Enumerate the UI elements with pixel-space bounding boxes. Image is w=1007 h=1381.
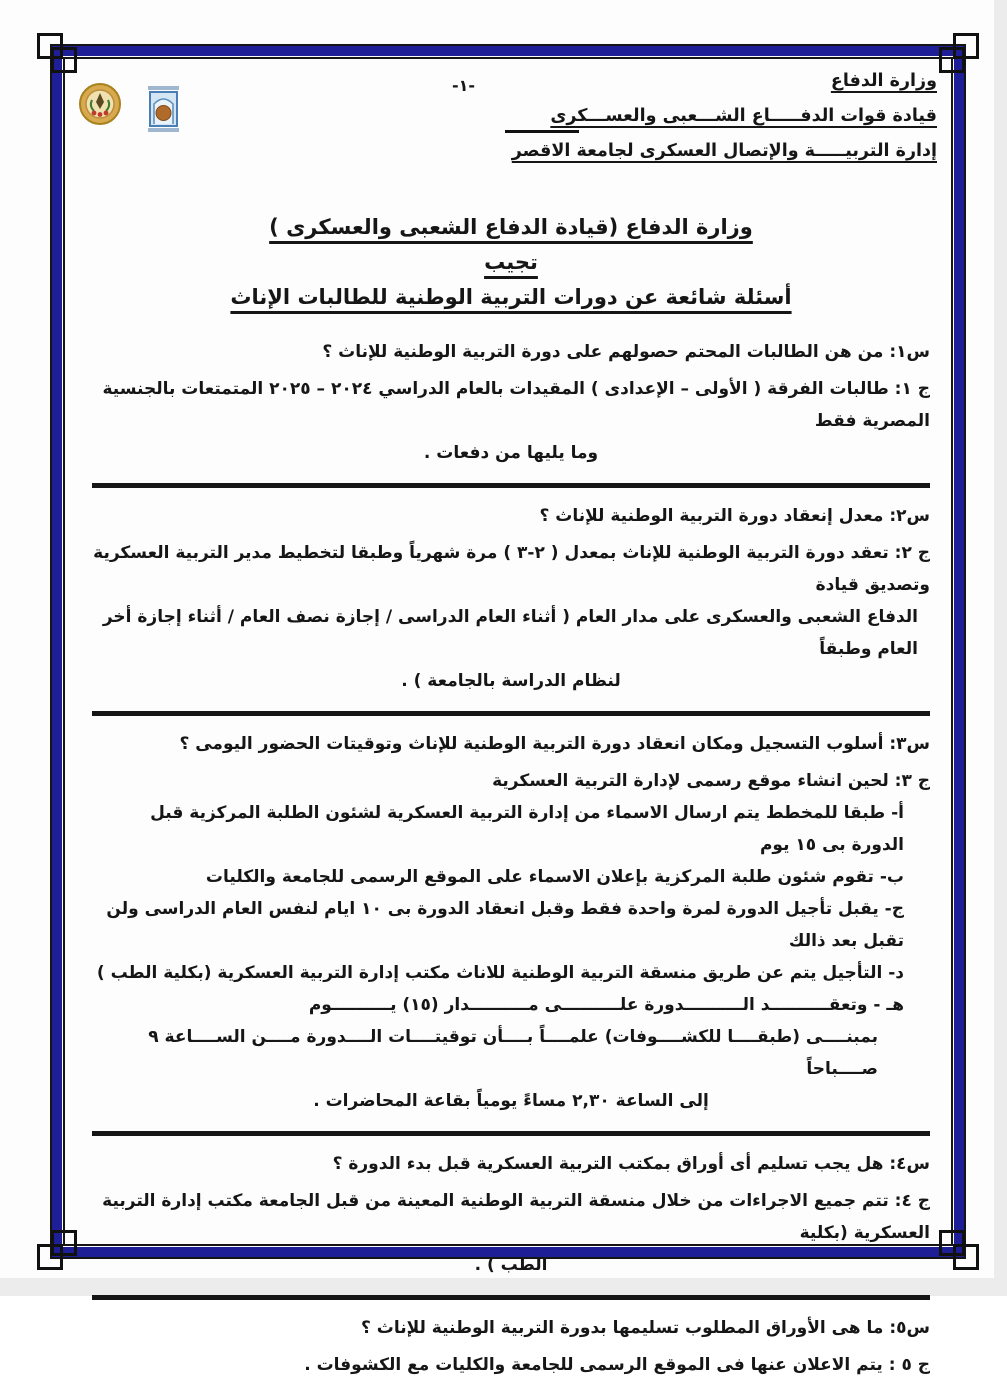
- answer-3-intro: ج ٣: لحين انشاء موقع رسمى لإدارة التربية العسكرية: [492, 771, 930, 791]
- page-number: -١-: [452, 76, 476, 95]
- answer-3-item-e-end: إلى الساعة ٢,٣٠ مساءً يومياً بقاعة المحاضرات .: [313, 1091, 709, 1111]
- title-line-3: أسئلة شائعة عن دورات التربية الوطنية للطالبات الإناث: [230, 285, 792, 309]
- question-4: س٤: هل يجب تسليم أى أوراق بمكتب التربية العسكرية قبل بدء الدورة ؟: [332, 1154, 930, 1174]
- qa-section-5: [92, 1312, 930, 1381]
- question-2: س٢: معدل إنعقاد دورة التربية الوطنية للإناث ؟: [539, 506, 930, 526]
- section-divider-3: [92, 1131, 930, 1136]
- corner-ornament-top-right-inner: [939, 47, 965, 73]
- qa-section-4: [92, 1148, 930, 1281]
- answer-3-item-e: هـ - وتعقــــــــــد الــــــــــدورة علــــــــــى مــــــــــدار (١٥) يــــــــــوم: [308, 995, 904, 1015]
- corner-ornament-top-left-inner: [51, 47, 77, 73]
- title-line-1: وزارة الدفاع (قيادة الدفاع الشعبى والعسكرى ): [269, 215, 753, 239]
- answer-2-line-3: لنظام الدراسة بالجامعة ) .: [401, 671, 621, 691]
- document-title: [92, 210, 930, 315]
- answer-3-item-e-cont: بمبنــــى (طبقــــا للكشــــوفات) علمــــاً بــــأن توقيتــــات الــــدورة مــــن الســــاعة ٩ صــــباحاً: [148, 1027, 878, 1079]
- qa-section-3: [92, 728, 930, 1117]
- answer-5-line-1: ج ٥ : يتم الاعلان عنها فى الموقع الرسمى للجامعة والكليات مع الكشوفات .: [304, 1355, 930, 1375]
- qa-content: [92, 336, 930, 1381]
- section-divider-4: [92, 1295, 930, 1300]
- letterhead-department: إدارة التربيـــــة والإتصال العسكرى لجامعة الاقصر: [511, 141, 937, 161]
- section-divider-2: [92, 711, 930, 716]
- letterhead: [512, 64, 937, 169]
- answer-4-line-1: ج ٤: تتم جميع الاجراءات من خلال منسقة التربية الوطنية المعينة من قبل الجامعة مكتب إدارة التربية العسكرية (بكلية: [102, 1191, 930, 1243]
- answer-1-line-1: ج ١: طالبات الفرقة ( الأولى – الإعدادى ) المقيدات بالعام الدراسي ٢٠٢٤ – ٢٠٢٥ المتمتعات بالجنسية المصرية فقط: [102, 379, 930, 431]
- title-line-2: تجيب: [484, 250, 538, 274]
- section-divider-1: [92, 483, 930, 488]
- answer-2-line-1: ج ٢: تعقد دورة التربية الوطنية للإناث بمعدل ( ٢-٣ ) مرة شهرياً وطبقا لتخطيط مدير التربية العسكرية وتصديق قيادة: [93, 543, 930, 595]
- letterhead-separator-line: [505, 130, 579, 133]
- question-5: س٥: ما هى الأوراق المطلوب تسليمها بدورة التربية الوطنية للإناث ؟: [360, 1318, 930, 1338]
- military-emblem-icon: [78, 82, 122, 126]
- answer-2-line-2: الدفاع الشعبى والعسكرى على مدار العام ( أثناء العام الدراسى / إجازة نصف العام / أثناء إجازة أخر العام وطبقاً: [102, 607, 918, 659]
- answer-3-item-b: ب- تقوم شئون طلبة المركزية بإعلان الاسماء على الموقع الرسمى للجامعة والكليات: [205, 867, 904, 887]
- answer-1-line-2: وما يليها من دفعات .: [423, 443, 599, 463]
- university-emblem-icon: [146, 84, 181, 138]
- answer-3-item-d: د- التأجيل يتم عن طريق منسقة التربية الوطنية للاناث مكتب إدارة التربية العسكرية (بكلية الطب ): [96, 963, 904, 983]
- scan-edge-right: [994, 0, 1007, 1296]
- answer-3-item-c: ج- يقبل تأجيل الدورة لمرة واحدة فقط وقبل انعقاد الدورة بى ١٠ ايام لنفس العام الدراسى ولن تقبل بعد ذالك: [106, 899, 904, 951]
- answer-3-item-a: أ- طبقا للمخطط يتم ارسال الاسماء من إدارة التربية العسكرية لشئون الطلبة المركزية قبل الدورة بى ١٥ يوم: [150, 803, 904, 855]
- letterhead-command: قيادة قوات الدفـــــاع الشـــعبى والعســـكرى: [550, 106, 937, 126]
- answer-4-line-2: الطب ) .: [474, 1255, 548, 1275]
- qa-section-1: [92, 336, 930, 469]
- corner-ornament-bottom-right-inner: [939, 1230, 965, 1256]
- qa-section-2: [92, 500, 930, 697]
- letterhead-ministry: وزارة الدفاع: [830, 71, 937, 91]
- question-1: س١: من هن الطالبات المحتم حصولهم على دورة التربية الوطنية للإناث ؟: [322, 342, 930, 362]
- corner-ornament-bottom-left-inner: [51, 1230, 77, 1256]
- question-3: س٣: أسلوب التسجيل ومكان انعقاد دورة التربية الوطنية للإناث وتوقيتات الحضور اليومى ؟: [179, 734, 930, 754]
